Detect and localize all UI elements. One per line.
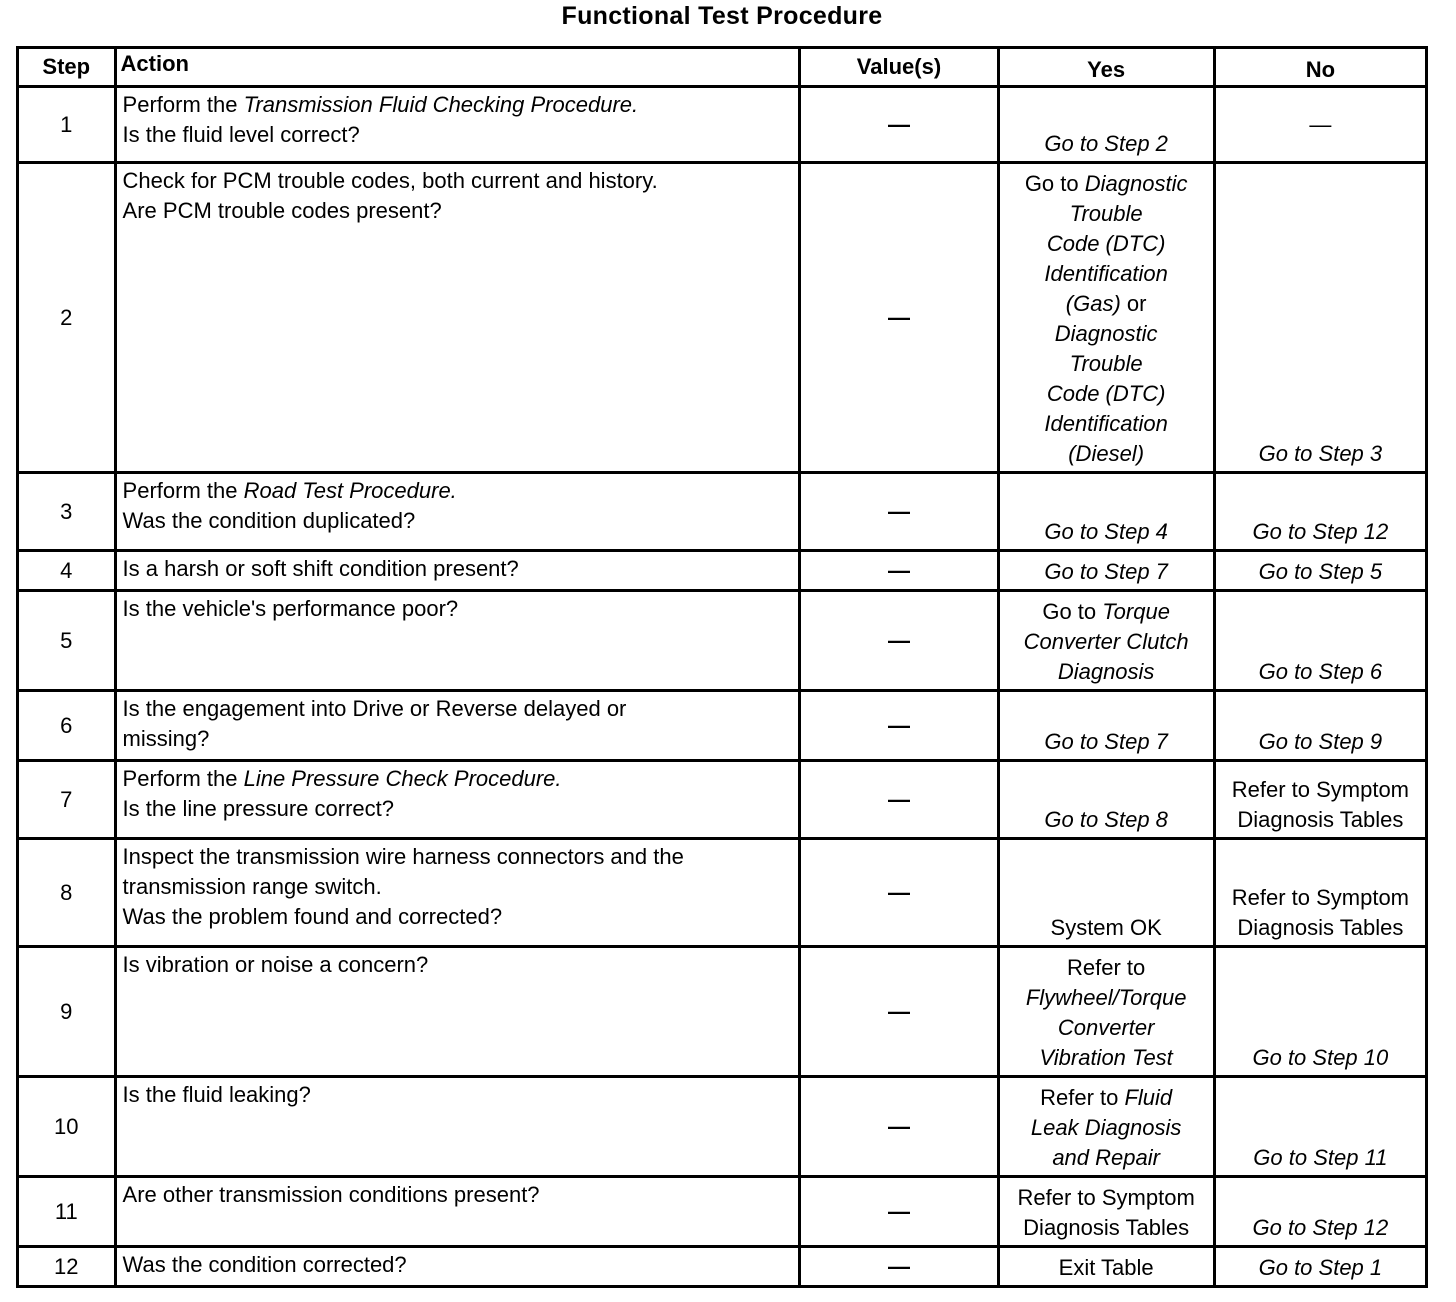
value-dash: —	[887, 712, 910, 738]
yes-text: or	[1120, 291, 1147, 316]
value-cell	[800, 591, 998, 691]
yes-text: Converter	[1057, 1015, 1155, 1040]
action-text: Was the condition duplicated?	[122, 508, 416, 533]
yes-line	[1006, 1083, 1207, 1113]
yes-line	[1006, 1183, 1207, 1213]
action-text: Was the problem found and corrected?	[122, 904, 503, 929]
value-dash: —	[887, 627, 910, 653]
yes-text: Trouble	[1069, 201, 1143, 226]
yes-text: Go to Step 7	[1044, 729, 1168, 754]
yes-text: System OK	[1050, 915, 1162, 940]
yes-cell	[998, 551, 1214, 591]
value-cell	[800, 839, 998, 947]
step-number: 4	[18, 551, 116, 591]
table-row	[18, 1077, 1427, 1177]
action-line	[123, 694, 793, 724]
header-step: Step	[18, 48, 116, 87]
yes-text: Go to	[1024, 171, 1085, 196]
yes-text: Go to Step 8	[1044, 807, 1168, 832]
yes-text: Refer to	[1040, 1085, 1125, 1110]
no-line	[1222, 517, 1419, 547]
action-cell	[115, 691, 800, 761]
value-dash: —	[887, 1253, 910, 1279]
action-cell	[115, 87, 800, 163]
yes-text: Code (DTC)	[1046, 231, 1166, 256]
yes-text: Exit Table	[1058, 1255, 1154, 1280]
value-cell	[800, 551, 998, 591]
no-cell	[1214, 591, 1426, 691]
action-line	[123, 1080, 793, 1110]
action-cell	[115, 947, 800, 1077]
yes-line	[1006, 727, 1207, 757]
yes-line	[1006, 129, 1207, 159]
step-number: 3	[18, 473, 116, 551]
no-text: Go to Step 5	[1258, 559, 1383, 584]
no-line	[1222, 110, 1419, 140]
no-text: Go to Step 9	[1258, 729, 1383, 754]
yes-cell	[998, 473, 1214, 551]
yes-line	[1006, 349, 1207, 379]
step-number: 10	[18, 1077, 116, 1177]
yes-line	[1006, 557, 1207, 587]
yes-line	[1006, 627, 1207, 657]
action-text: Is the engagement into Drive or Reverse delayed or	[122, 696, 627, 721]
no-text: Go to Step 6	[1258, 659, 1383, 684]
no-line	[1222, 1253, 1419, 1283]
action-cell	[115, 163, 800, 473]
yes-text: Vibration Test	[1039, 1045, 1173, 1070]
value-dash: —	[887, 879, 910, 905]
yes-line	[1006, 379, 1207, 409]
yes-line	[1006, 439, 1207, 469]
yes-text: Flywheel/Torque	[1025, 985, 1187, 1010]
table-body	[18, 87, 1427, 1287]
value-dash: —	[887, 498, 910, 524]
no-line	[1222, 913, 1419, 943]
action-line	[123, 1180, 793, 1210]
value-dash: —	[887, 1198, 910, 1224]
action-line	[123, 506, 793, 536]
yes-line	[1006, 1143, 1207, 1173]
yes-text: Go to Step 4	[1044, 519, 1168, 544]
action-text: missing?	[122, 726, 210, 751]
step-number: 9	[18, 947, 116, 1077]
action-text: Was the condition corrected?	[122, 1252, 407, 1277]
yes-line	[1006, 1213, 1207, 1243]
yes-text: Diagnostic	[1084, 171, 1188, 196]
table-row	[18, 1247, 1427, 1287]
yes-line	[1006, 597, 1207, 627]
no-cell	[1214, 1077, 1426, 1177]
yes-text: Refer to Symptom	[1017, 1185, 1195, 1210]
no-cell	[1214, 947, 1426, 1077]
table-row	[18, 591, 1427, 691]
header-yes: Yes	[998, 48, 1214, 87]
action-line	[123, 120, 793, 150]
procedure-table	[16, 46, 1428, 1288]
no-cell	[1214, 163, 1426, 473]
action-line	[123, 724, 793, 754]
step-number: 1	[18, 87, 116, 163]
value-cell	[800, 473, 998, 551]
table-row	[18, 1177, 1427, 1247]
yes-text: Diagnosis	[1057, 659, 1155, 684]
no-text: Go to Step 12	[1252, 1215, 1389, 1240]
yes-line	[1006, 657, 1207, 687]
action-text: Perform the	[122, 92, 244, 117]
table-row	[18, 839, 1427, 947]
yes-line	[1006, 913, 1207, 943]
no-line	[1222, 1043, 1419, 1073]
no-text: Go to Step 1	[1258, 1255, 1383, 1280]
value-cell	[800, 1077, 998, 1177]
yes-text: Identification	[1044, 261, 1168, 286]
value-dash: —	[887, 998, 910, 1024]
yes-text: Converter Clutch	[1023, 629, 1189, 654]
no-text: Go to Step 11	[1253, 1145, 1388, 1170]
no-line	[1222, 775, 1419, 805]
action-cell	[115, 1177, 800, 1247]
no-text: Refer to Symptom	[1231, 885, 1410, 910]
yes-line	[1006, 289, 1207, 319]
action-cell	[115, 1247, 800, 1287]
table-header-row	[18, 48, 1427, 87]
yes-line	[1006, 517, 1207, 547]
action-line	[123, 594, 793, 624]
step-number: 6	[18, 691, 116, 761]
yes-cell	[998, 839, 1214, 947]
table-row	[18, 163, 1427, 473]
table-row	[18, 761, 1427, 839]
value-cell	[800, 1177, 998, 1247]
yes-line	[1006, 259, 1207, 289]
yes-cell	[998, 761, 1214, 839]
yes-cell	[998, 947, 1214, 1077]
value-cell	[800, 1247, 998, 1287]
action-text: transmission range switch.	[122, 874, 382, 899]
no-cell	[1214, 761, 1426, 839]
no-cell	[1214, 87, 1426, 163]
step-number: 12	[18, 1247, 116, 1287]
step-number: 5	[18, 591, 116, 691]
no-text: Diagnosis Tables	[1237, 807, 1404, 832]
value-dash: —	[887, 786, 910, 812]
action-line	[123, 794, 793, 824]
action-cell	[115, 591, 800, 691]
action-line	[123, 196, 793, 226]
no-line	[1222, 657, 1419, 687]
value-dash: —	[887, 1113, 910, 1139]
yes-line	[1006, 1253, 1207, 1283]
yes-cell	[998, 87, 1214, 163]
yes-line	[1006, 169, 1207, 199]
yes-cell	[998, 163, 1214, 473]
no-line	[1222, 805, 1419, 835]
yes-cell	[998, 1177, 1214, 1247]
yes-cell	[998, 591, 1214, 691]
no-text: Diagnosis Tables	[1237, 915, 1404, 940]
yes-text: Diagnostic	[1054, 321, 1158, 346]
action-line	[123, 1250, 793, 1280]
no-cell	[1214, 1247, 1426, 1287]
action-cell	[115, 1077, 800, 1177]
no-cell	[1214, 473, 1426, 551]
page-title: Functional Test Procedure	[561, 2, 883, 30]
value-cell	[800, 87, 998, 163]
yes-line	[1006, 1013, 1207, 1043]
step-number: 11	[18, 1177, 116, 1247]
yes-text: (Gas)	[1065, 291, 1121, 316]
action-text: Perform the	[122, 766, 244, 791]
yes-text: Go to	[1042, 599, 1103, 624]
yes-text: Fluid	[1124, 1085, 1173, 1110]
action-cell	[115, 761, 800, 839]
no-cell	[1214, 691, 1426, 761]
value-dash: —	[887, 557, 910, 583]
header-values: Value(s)	[800, 48, 998, 87]
action-line	[123, 872, 793, 902]
yes-text: Trouble	[1069, 351, 1143, 376]
action-text: Line Pressure Check Procedure.	[243, 766, 562, 791]
table-row	[18, 551, 1427, 591]
table-row	[18, 473, 1427, 551]
no-text: Go to Step 3	[1258, 441, 1383, 466]
action-text: Perform the	[122, 478, 244, 503]
yes-line	[1006, 319, 1207, 349]
action-text: Is a harsh or soft shift condition present?	[122, 556, 519, 581]
yes-line	[1006, 983, 1207, 1013]
action-text: Are PCM trouble codes present?	[122, 198, 442, 223]
action-line	[123, 476, 793, 506]
yes-line	[1006, 1043, 1207, 1073]
no-line	[1222, 883, 1419, 913]
action-text: Road Test Procedure.	[243, 478, 457, 503]
action-line	[123, 842, 793, 872]
yes-text: Go to Step 7	[1044, 559, 1168, 584]
no-cell	[1214, 1177, 1426, 1247]
yes-line	[1006, 409, 1207, 439]
table-row	[18, 87, 1427, 163]
value-cell	[800, 761, 998, 839]
no-cell	[1214, 839, 1426, 947]
no-line	[1222, 439, 1419, 469]
yes-text: Leak Diagnosis	[1030, 1115, 1182, 1140]
yes-text: Go to Step 2	[1044, 131, 1168, 156]
action-cell	[115, 473, 800, 551]
no-cell	[1214, 551, 1426, 591]
action-line	[123, 902, 793, 932]
no-line	[1222, 1213, 1419, 1243]
yes-cell	[998, 691, 1214, 761]
yes-text: Diagnosis Tables	[1023, 1215, 1190, 1240]
action-cell	[115, 551, 800, 591]
yes-cell	[998, 1247, 1214, 1287]
yes-line	[1006, 953, 1207, 983]
yes-text: Identification	[1044, 411, 1168, 436]
header-no: No	[1214, 48, 1426, 87]
action-line	[123, 90, 793, 120]
value-dash: —	[887, 304, 910, 330]
yes-text: (Diesel)	[1068, 441, 1145, 466]
value-cell	[800, 691, 998, 761]
no-text: Refer to Symptom	[1231, 777, 1410, 802]
action-text: Is vibration or noise a concern?	[122, 952, 429, 977]
yes-text: Torque	[1102, 599, 1170, 624]
action-cell	[115, 839, 800, 947]
value-cell	[800, 163, 998, 473]
action-line	[123, 764, 793, 794]
value-cell	[800, 947, 998, 1077]
step-number: 8	[18, 839, 116, 947]
yes-line	[1006, 805, 1207, 835]
action-line	[123, 554, 793, 584]
action-text: Are other transmission conditions present?	[122, 1182, 540, 1207]
step-number: 7	[18, 761, 116, 839]
no-line	[1222, 1143, 1419, 1173]
action-line	[123, 950, 793, 980]
yes-cell	[998, 1077, 1214, 1177]
yes-text: Refer to	[1067, 955, 1146, 980]
yes-text: Code (DTC)	[1046, 381, 1166, 406]
value-dash: —	[887, 111, 910, 137]
header-action: Action	[115, 48, 800, 87]
action-text: Is the vehicle's performance poor?	[122, 596, 459, 621]
step-number: 2	[18, 163, 116, 473]
no-line	[1222, 727, 1419, 757]
no-text: Go to Step 12	[1252, 519, 1389, 544]
yes-line	[1006, 229, 1207, 259]
yes-text: and Repair	[1052, 1145, 1160, 1170]
no-text: —	[1309, 111, 1332, 137]
table-row	[18, 691, 1427, 761]
action-line	[123, 166, 793, 196]
no-text: Go to Step 10	[1252, 1045, 1389, 1070]
table-row	[18, 947, 1427, 1077]
yes-line	[1006, 199, 1207, 229]
action-text: Transmission Fluid Checking Procedure.	[243, 92, 639, 117]
no-line	[1222, 557, 1419, 587]
action-text: Is the fluid level correct?	[122, 122, 360, 147]
action-text: Inspect the transmission wire harness connectors and the	[122, 844, 684, 869]
action-text: Check for PCM trouble codes, both current and history.	[122, 168, 658, 193]
action-text: Is the fluid leaking?	[122, 1082, 311, 1107]
yes-line	[1006, 1113, 1207, 1143]
action-text: Is the line pressure correct?	[122, 796, 395, 821]
